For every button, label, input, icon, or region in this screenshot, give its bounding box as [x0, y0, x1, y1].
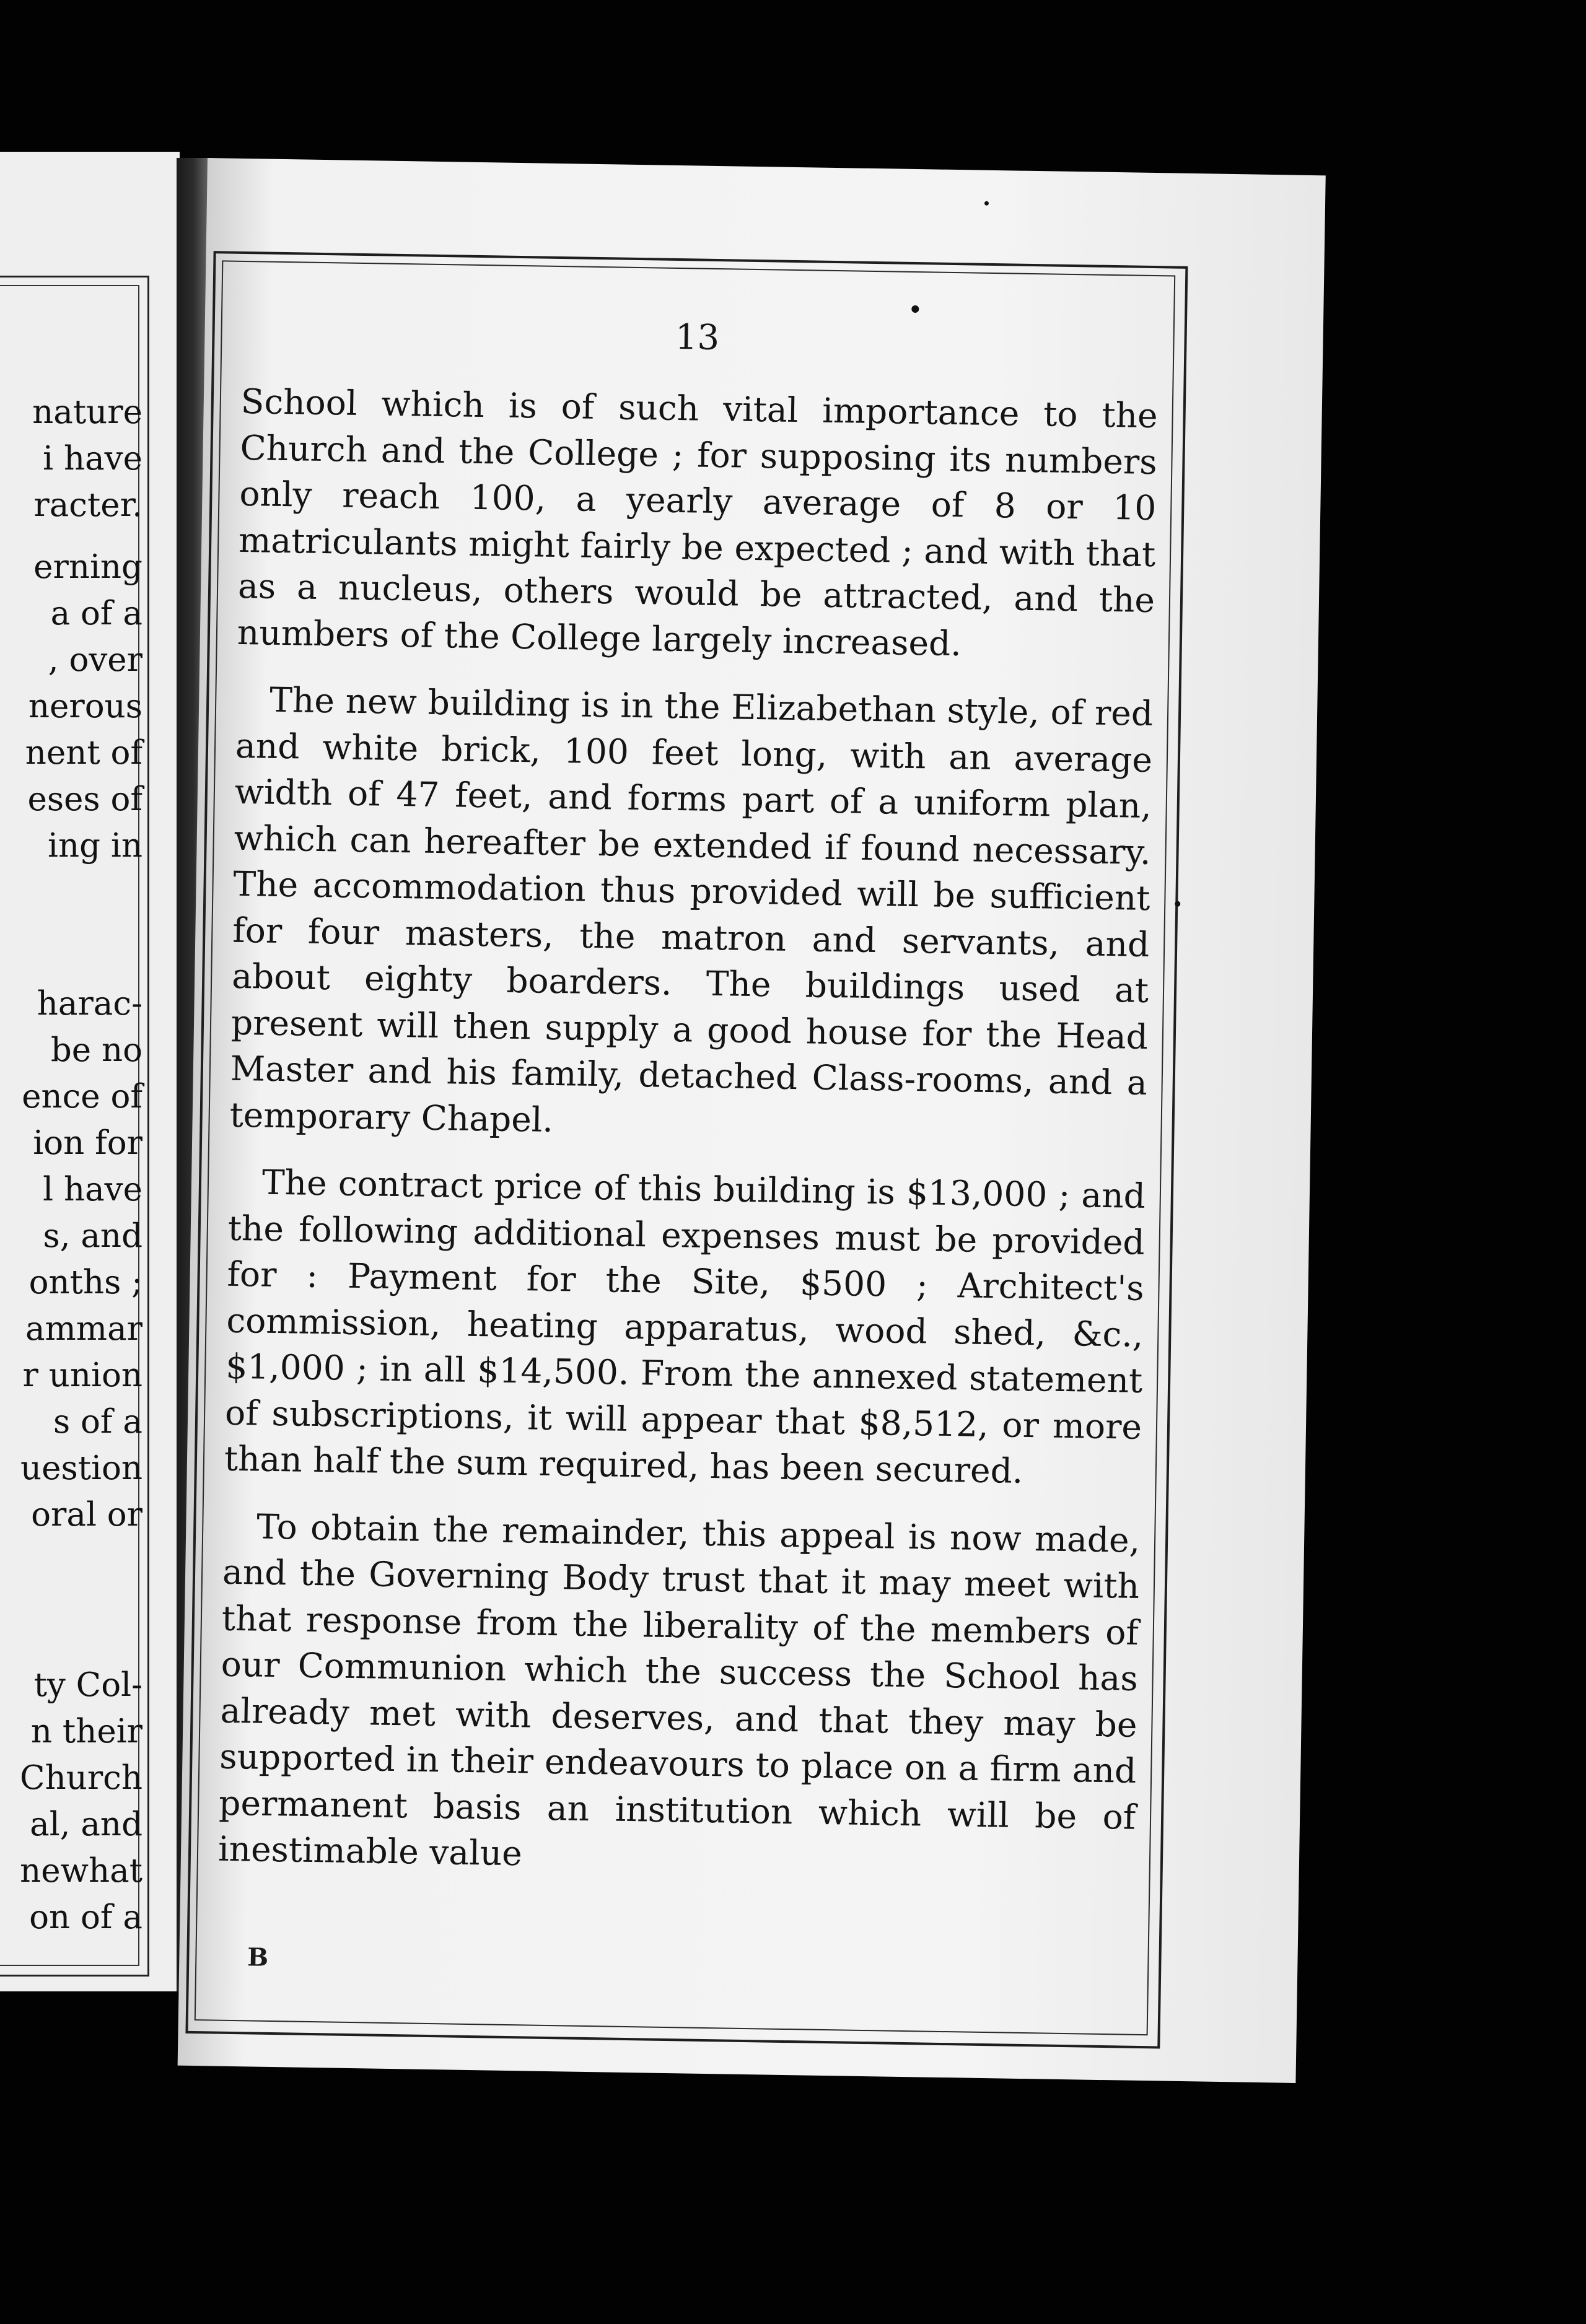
left-line: ing in — [48, 827, 142, 865]
left-line: , over — [48, 641, 142, 679]
left-line: erning — [33, 548, 142, 586]
ink-speck — [1175, 901, 1180, 907]
paragraph: The new building is in the Elizabethan style, of red and white brick, 100 feet long, with an average width of 47 feet, and forms part of a uniform plan, which can hereafter be extended if found necessary. The accommodation thus provided will be sufficient for four masters, the matron and servants, and about eighty boarders. The buildings used at present will then supply a good house for the Head Master and his family, detached Class-rooms, and a temporary Chapel. — [229, 679, 1154, 1140]
left-line: newhat — [20, 1852, 142, 1890]
left-line: oral or — [31, 1496, 142, 1534]
left-line: al, and — [30, 1806, 142, 1843]
left-line: be no — [50, 1031, 142, 1069]
left-line: racter. — [33, 486, 142, 524]
left-line: nent of — [25, 734, 142, 772]
left-line: nerous — [28, 688, 142, 725]
left-line: i have — [43, 440, 142, 478]
left-line: ion for — [33, 1124, 142, 1162]
left-line: n their — [30, 1713, 142, 1750]
left-line: r union — [22, 1356, 142, 1394]
left-line: ence of — [22, 1078, 142, 1116]
left-line: Church — [20, 1759, 142, 1797]
left-line: ammar — [25, 1310, 142, 1348]
left-line: a of a — [50, 595, 142, 632]
left-line: l have — [43, 1171, 142, 1208]
right-page — [178, 158, 1326, 2083]
left-line: s, and — [43, 1217, 142, 1255]
left-line: nature — [32, 393, 142, 431]
left-line: s of a — [53, 1403, 142, 1441]
left-line: harac- — [37, 985, 142, 1023]
paragraph: To obtain the remainder, this appeal is now made, and the Governing Body trust that it may meet with that response from the liberality of the members of our Communion which the success the School has already met with deserves, and that they may be supported in their endeavours to place on a firm and permanent basis an institution which will be of inestimable value — [217, 1506, 1141, 1874]
page-number: 13 — [675, 317, 720, 359]
signature-mark: B — [247, 1942, 269, 1972]
left-line: ty Col- — [33, 1666, 142, 1704]
ink-speck — [984, 201, 989, 206]
paragraph: School which is of such vital importance to the Church and the College ; for supposing its numbers only reach 100, a yearly average of 8 or 10 matriculants might fairly be expected ; and with that as a nucleus, others would be attracted, and the numbers of the College largely increased. — [237, 381, 1159, 663]
paragraph: The contract price of this building is $13,000 ; and the following additional expenses must be provided for : Payment for the Site, $500 ; Architect's commission, heating apparatus, wood shed, &c., $1,000 ; in all $14,500. From the annexed statement of subscriptions, it will appear that $8,512, or more than half the sum required, has been secured. — [224, 1162, 1146, 1491]
left-line: eses of — [27, 780, 142, 818]
left-page — [0, 152, 180, 1991]
left-line: on of a — [29, 1898, 142, 1936]
page-body — [217, 378, 1158, 1907]
left-line: onths ; — [28, 1264, 142, 1301]
left-line: uestion — [20, 1449, 142, 1487]
